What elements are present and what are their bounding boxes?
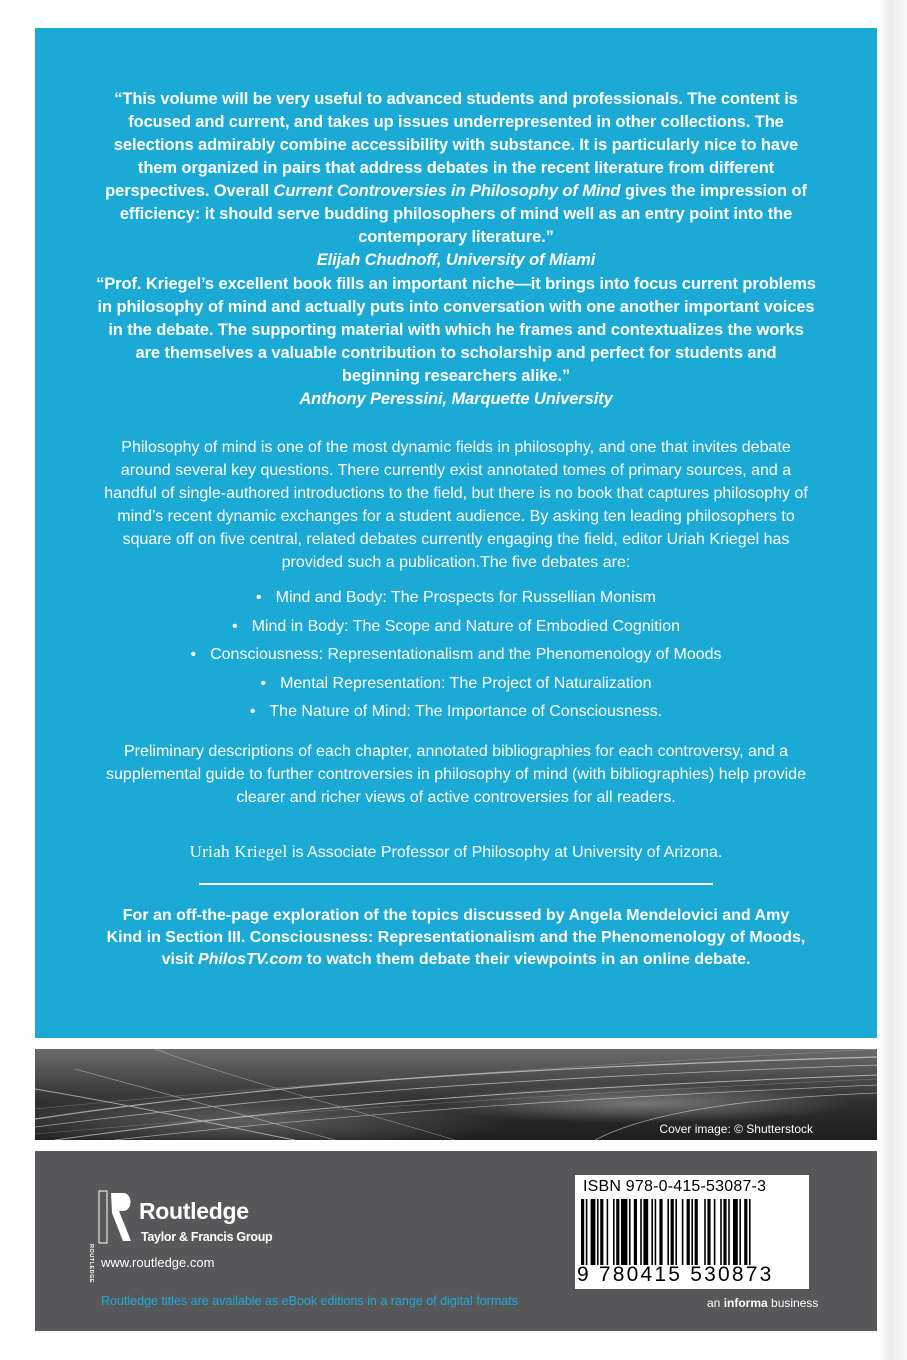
divider bbox=[199, 883, 713, 885]
informa-business-label bbox=[707, 1296, 818, 1310]
quote-1-text-after: gives the impression of efficiency: it should serve budding philosophers of mind well as an entry point into the contemporary literature.” bbox=[119, 182, 807, 246]
debate-label: Mental Representation: The Project of Naturalization bbox=[280, 674, 652, 692]
review-quote-1 bbox=[35, 88, 877, 272]
barcode-bar bbox=[607, 1199, 609, 1265]
book-description-2: Preliminary descriptions of each chapter, annotated bibliographies for each controversy, and a supplemental guide to further controversies in philosophy of mind (with bibliographies) help provide clearer and richer views of active controversies for all readers. bbox=[106, 743, 806, 806]
debate-label: Consciousness: Representationalism and the Phenomenology of Moods bbox=[210, 646, 722, 663]
debate-label: The Nature of Mind: The Importance of Consciousness. bbox=[269, 703, 663, 720]
barcode-bar bbox=[651, 1199, 653, 1265]
author-name: Uriah Kriegel bbox=[189, 842, 288, 861]
barcode-bar bbox=[720, 1199, 722, 1265]
informa-brand: informa bbox=[723, 1296, 768, 1310]
cover-credit: Cover image: © Shutterstock bbox=[659, 1122, 813, 1136]
philostv-link[interactable]: PhilosTV.com bbox=[198, 951, 303, 968]
informa-suffix: business bbox=[767, 1296, 819, 1310]
quote-1-text-before: “This volume will be very useful to advanced students and professionals. The content is focused and current, and takes up issues underrepresented in other collections. The selections admirably combine accessibility with substance. It is particularly nice to have them organized in pairs that address debates in the recent literature from different perspectives. Overall bbox=[105, 90, 799, 200]
quote-2-text: “Prof. Kriegel’s excellent book fills an important niche—it brings into focus current problems in philosophy of mind and actually puts into conversation with one another important voices in the debate. The supporting material with which he frames and contextualizes the works are themselves a valuable contribution to scholarship and perfect for students and beginning researchers alike.” bbox=[96, 275, 816, 385]
barcode-bar bbox=[749, 1199, 751, 1265]
publisher-name: Routledge bbox=[139, 1198, 249, 1224]
book-title-italic: Current Controversies in Philosophy of Mind bbox=[273, 182, 621, 200]
routledge-logo-icon bbox=[97, 1189, 137, 1245]
bullet-icon: • bbox=[260, 674, 267, 692]
barcode-bar bbox=[728, 1199, 730, 1265]
list-item bbox=[35, 584, 877, 613]
barcode-bar bbox=[733, 1199, 738, 1265]
bullet-icon: • bbox=[231, 617, 238, 635]
barcode-bar bbox=[634, 1199, 637, 1265]
publisher-footer bbox=[35, 1151, 877, 1331]
barcode-bar bbox=[591, 1199, 596, 1265]
blurb-panel bbox=[35, 28, 877, 1038]
ebook-note: Routledge titles are available as eBook editions in a range of digital formats bbox=[101, 1294, 518, 1308]
bullet-icon: • bbox=[256, 589, 262, 606]
barcode-bar bbox=[616, 1199, 619, 1265]
list-item bbox=[35, 641, 877, 670]
bullet-icon: • bbox=[249, 703, 256, 720]
publisher-subtitle: Taylor & Francis Group bbox=[141, 1230, 273, 1244]
list-item bbox=[35, 670, 877, 699]
barcode-bar bbox=[695, 1199, 698, 1265]
barcode-bar bbox=[613, 1199, 615, 1265]
barcode-bar bbox=[640, 1199, 642, 1265]
barcode-bar bbox=[597, 1199, 599, 1265]
barcode-bar bbox=[643, 1199, 648, 1265]
barcode-bar bbox=[621, 1199, 627, 1265]
barcode-bar bbox=[675, 1199, 677, 1265]
barcode-bar bbox=[739, 1199, 741, 1265]
isbn-label: ISBN 978-0-415-53087-3 bbox=[583, 1178, 767, 1195]
barcode-bar bbox=[744, 1199, 747, 1265]
promo-text-after: to watch them debate their viewpoints in an online debate. bbox=[302, 951, 751, 968]
barcode-bar bbox=[655, 1199, 657, 1265]
barcode-bar bbox=[723, 1199, 726, 1265]
online-debate-promo bbox=[35, 905, 877, 971]
bullet-icon: • bbox=[190, 646, 197, 663]
informa-prefix: an bbox=[707, 1296, 724, 1310]
promo-text-before: For an off-the-page exploration of the topics discussed by Angela Mendelovici and Amy Kind in Section III. Consciousness: Representationalism and the Phenomenology of Moods, visit bbox=[106, 907, 806, 968]
barcode-bar bbox=[714, 1199, 716, 1265]
quote-2-attribution: Anthony Peressini, Marquette University bbox=[299, 390, 613, 408]
barcode-bar bbox=[581, 1199, 584, 1265]
barcode-bar bbox=[667, 1199, 669, 1265]
barcode-bar bbox=[629, 1199, 631, 1265]
debates-list bbox=[35, 584, 877, 727]
barcode-bar bbox=[691, 1199, 693, 1265]
cover-image-strip bbox=[35, 1049, 877, 1140]
book-edge bbox=[880, 0, 907, 1360]
barcode-bar bbox=[687, 1199, 690, 1265]
barcode-bar bbox=[671, 1199, 674, 1265]
quote-1-attribution: Elijah Chudnoff, University of Miami bbox=[316, 251, 596, 269]
debate-label: Mind in Body: The Scope and Nature of Embodied Cognition bbox=[251, 617, 681, 635]
debate-label: Mind and Body: The Prospects for Russellian Monism bbox=[275, 589, 656, 606]
barcode-bar bbox=[659, 1199, 662, 1265]
review-quote-2 bbox=[35, 273, 877, 411]
barcode-bar bbox=[682, 1199, 684, 1265]
list-item bbox=[35, 613, 877, 642]
book-description: Philosophy of mind is one of the most dynamic fields in philosophy, and one that invites debate around several key questions. There currently exist annotated tomes of primary sources, and a handful of single-authored introductions to the field, but there is no book that captures philosophy of mind’s recent dynamic exchanges for a student audience. By asking ten leading philosophers to square off on five central, related debates currently engaging the field, editor Uriah Kriegel has provided such a publication.The five debates are: bbox=[104, 439, 808, 571]
barcode-bar bbox=[600, 1199, 603, 1265]
isbn-barcode bbox=[575, 1175, 809, 1289]
routledge-vertical-text: ROUTLEDGE bbox=[88, 1244, 94, 1284]
barcode-digits: 9 780415 530873 bbox=[577, 1263, 774, 1286]
publisher-website-link[interactable]: www.routledge.com bbox=[101, 1255, 215, 1270]
list-item bbox=[35, 698, 877, 727]
barcode-bar bbox=[707, 1199, 710, 1265]
author-bio bbox=[35, 840, 877, 864]
author-bio-text: is Associate Professor of Philosophy at University of Arizona. bbox=[287, 844, 723, 861]
barcode-bar bbox=[586, 1199, 588, 1265]
barcode-bars bbox=[581, 1199, 803, 1265]
barcode-bar bbox=[704, 1199, 706, 1265]
